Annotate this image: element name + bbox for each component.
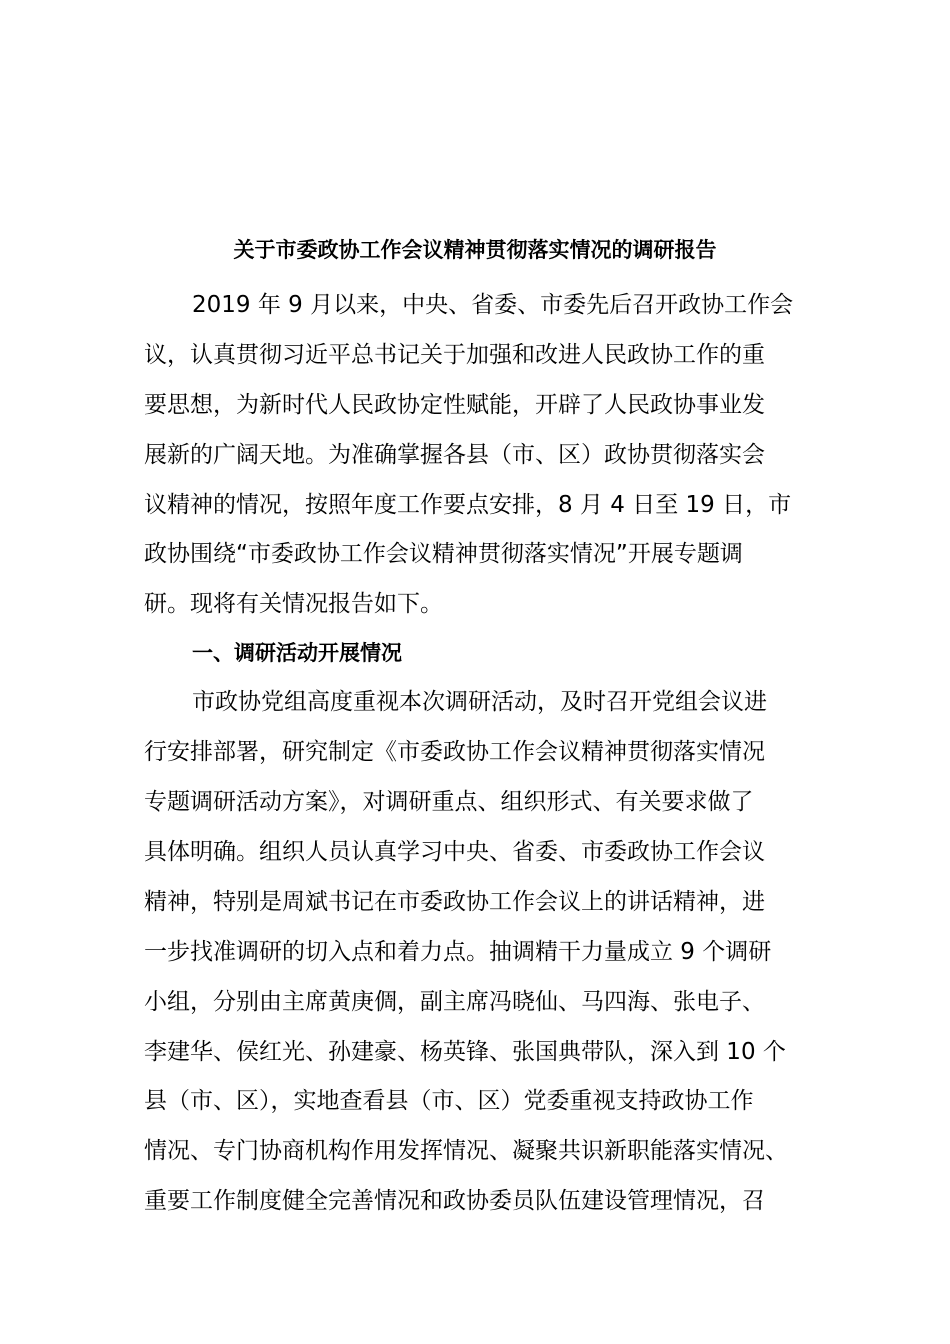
paragraph-line: 展新的广阔天地。为准确掌握各县（市、区）政协贯彻落实会 <box>144 442 765 468</box>
paragraph-line: 议精神的情况，按照年度工作要点安排，8 月 4 日至 19 日，市 <box>144 492 792 518</box>
paragraph-line: 研。现将有关情况报告如下。 <box>144 591 443 617</box>
paragraph-line: 情况、专门协商机构作用发挥情况、凝聚共识新职能落实情况、 <box>144 1138 788 1164</box>
paragraph-line: 政协围绕“市委政协工作会议精神贯彻落实情况”开展专题调 <box>144 541 743 567</box>
section-heading: 一、调研活动开展情况 <box>192 641 402 665</box>
report-title: 关于市委政协工作会议精神贯彻落实情况的调研报告 <box>233 238 717 262</box>
paragraph-line: 市政协党组高度重视本次调研活动，及时召开党组会议进 <box>192 689 767 715</box>
paragraph-line: 具体明确。组织人员认真学习中央、省委、市委政协工作会议 <box>144 839 765 865</box>
paragraph-line: 精神，特别是周斌书记在市委政协工作会议上的讲话精神，进 <box>144 889 765 915</box>
paragraph-line: 议，认真贯彻习近平总书记关于加强和改进人民政协工作的重 <box>144 342 765 368</box>
paragraph-line: 李建华、侯红光、孙建豪、杨英锋、张国典带队，深入到 10 个 <box>144 1039 786 1065</box>
paragraph-line: 2019 年 9 月以来，中央、省委、市委先后召开政协工作会 <box>192 292 794 318</box>
paragraph-line: 小组，分别由主席黄庚倜，副主席冯晓仙、马四海、张电子、 <box>144 989 765 1015</box>
paragraph-line: 行安排部署，研究制定《市委政协工作会议精神贯彻落实情况 <box>144 739 765 765</box>
paragraph-line: 县（市、区），实地查看县（市、区）党委重视支持政协工作 <box>144 1088 754 1114</box>
paragraph-line: 要思想，为新时代人民政协定性赋能，开辟了人民政协事业发 <box>144 392 765 418</box>
paragraph-line: 专题调研活动方案》，对调研重点、组织形式、有关要求做了 <box>144 789 754 815</box>
paragraph-line: 重要工作制度健全完善情况和政协委员队伍建设管理情况，召 <box>144 1188 765 1214</box>
paragraph-line: 一步找准调研的切入点和着力点。抽调精干力量成立 9 个调研 <box>144 939 772 965</box>
